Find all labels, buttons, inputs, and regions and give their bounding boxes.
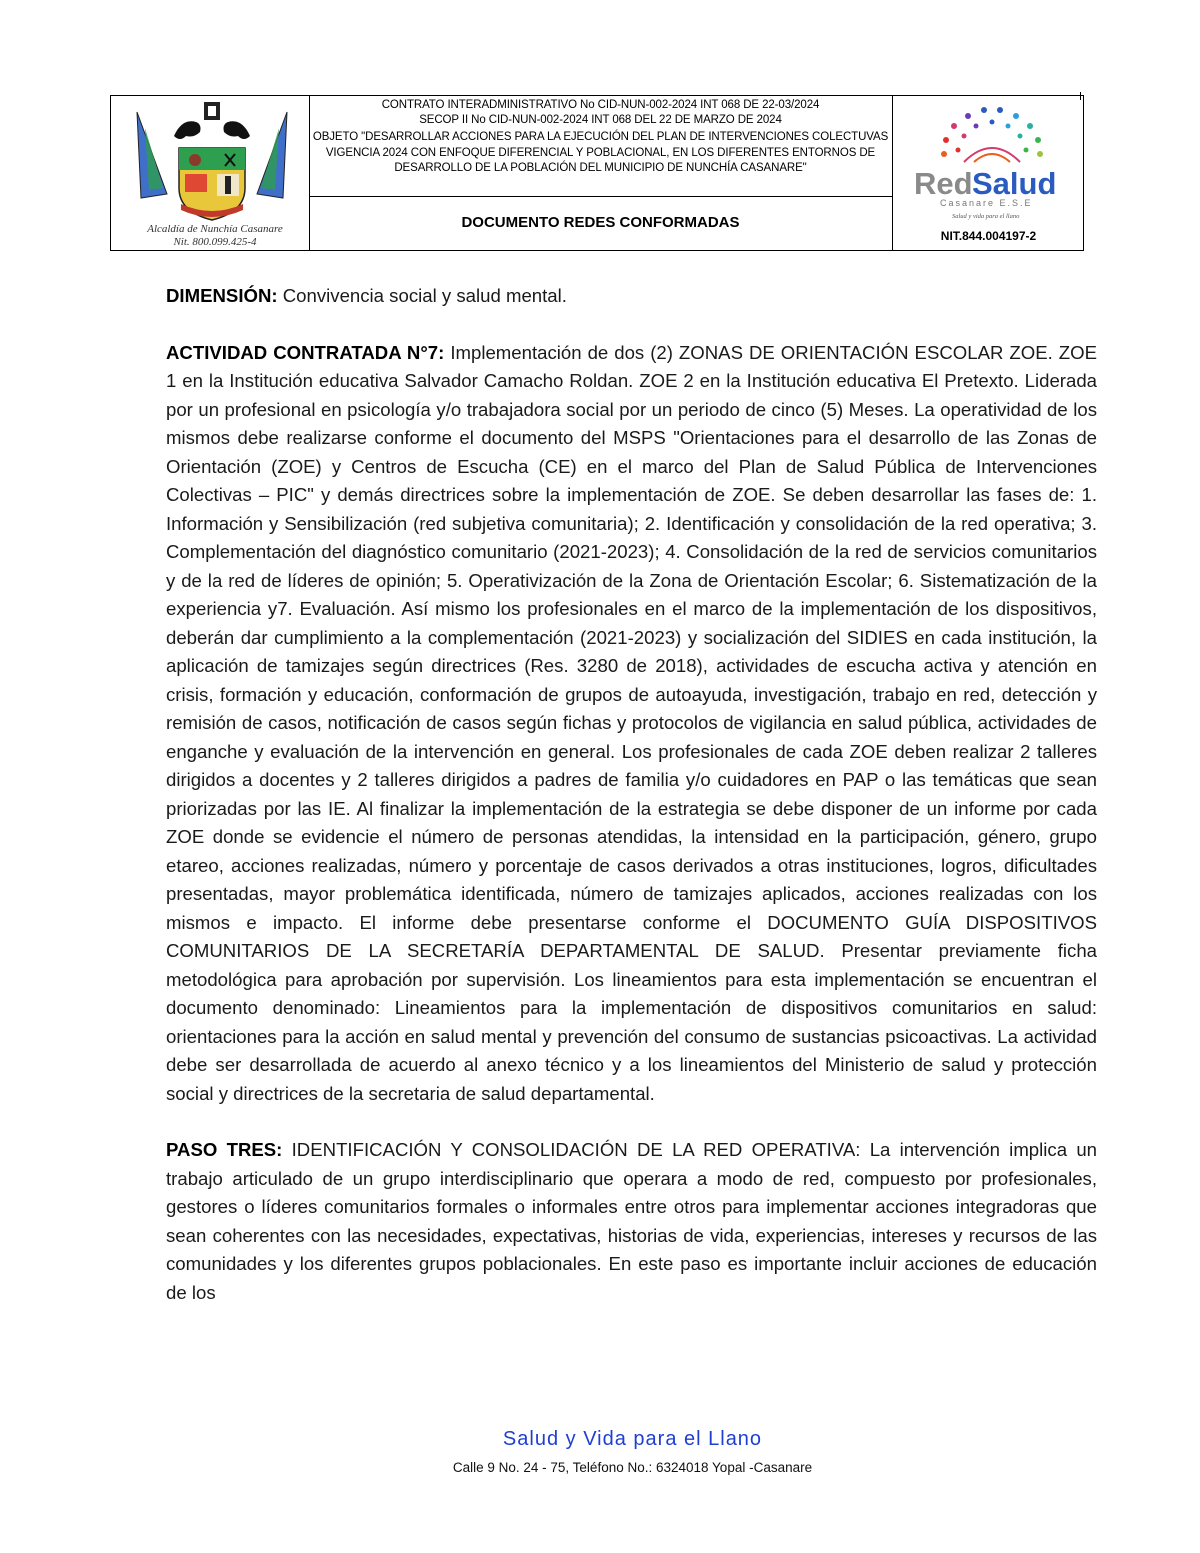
step-three-label: PASO TRES: bbox=[166, 1139, 283, 1160]
footer-slogan: Salud y Vida para el Llano bbox=[502, 1428, 763, 1450]
contract-objective: OBJETO "DESARROLLAR ACCIONES PARA LA EJECUCIÓN DEL PLAN DE INTERVENCIONES COLECTUVAS VIGENCIA 2024 CON ENFOQUE DIFERENCIAL Y POBLACIONAL, EN LOS DIFERENTES ENTORNOS DE DESARROLLO DE LA POBLACIÓN DEL MUNICIPIO DE NUNCHÍA CASANARE" bbox=[312, 131, 889, 174]
redsalud-logo bbox=[904, 102, 1084, 222]
header-corner-mark bbox=[1080, 92, 1082, 100]
logo-tagline: Salud y vida para el llano bbox=[952, 213, 1020, 220]
crest-nit: Nit. 800.099.425-4 bbox=[173, 236, 257, 248]
dimension-label: DIMENSIÓN: bbox=[166, 285, 278, 306]
contract-line: CONTRATO INTERADMINISTRATIVO No CID-NUN-002-2024 INT 068 DE 22-03/2024 bbox=[381, 99, 820, 111]
nit-number: NIT.844.004197-2 bbox=[940, 229, 1037, 243]
logo-subtitle: Casanare E.S.E bbox=[940, 198, 1033, 208]
sunburst-dots-icon bbox=[941, 107, 1043, 162]
document-body bbox=[166, 282, 1097, 1335]
dimension-paragraph bbox=[166, 282, 1097, 311]
header-divider bbox=[309, 96, 310, 250]
activity-paragraph bbox=[166, 339, 1097, 1109]
activity-label: ACTIVIDAD CONTRATADA N°7: bbox=[166, 341, 445, 363]
document-title: DOCUMENTO REDES CONFORMADAS bbox=[461, 214, 740, 231]
step-three-paragraph bbox=[166, 1136, 1097, 1307]
step-three-text: IDENTIFICACIÓN Y CONSOLIDACIÓN DE LA RED OPERATIVA: La intervención implica un trabajo articulado de un grupo interdisciplinario que operara a modo de red, compuesto por profesionales, gestores o líderes comunitarios formales o informales entre otros para implementar acciones integradoras que sean coherentes con las necesidades, expectativas, historias de vida, experiencias, intereses y recursos de las comunidades y los diferentes grupos poblacionales. En este paso es importante incluir acciones de educación de los bbox=[166, 1139, 1097, 1303]
activity-text: Implementación de dos (2) ZONAS DE ORIENTACIÓN ESCOLAR ZOE. ZOE 1 en la Institución educativa Salvador Camacho Roldan. ZOE 2 en la Institución educativa El Pretexto. Liderada por un profesional en psicología y/o trabajadora social por un periodo de cinco (5) Meses. La operatividad de los mismos debe realizarse conforme el documento del MSPS "Orientaciones para el desarrollo de las Zonas de Orientación (ZOE) y Centros de Escucha (CE) en el marco del Plan de Salud Pública de Intervenciones Colectivas – PIC" y demás directrices sobre la implementación de ZOE. Se deben desarrollar las fases de: 1. Información y Sensibilización (red subjetiva comunitaria); 2. Identificación y consolidación de la red operativa; 3. Complementación del diagnóstico comunitario (2021-2023); 4. Consolidación de la red de servicios comunitarios y de la red de líderes de opinión; 5. Operativización de la Zona de Orientación Escolar; 6. Sistematización de la experiencia y7. Evaluación. Así mismo los profesionales en el marco de la implementación de los dispositivos, deberán dar cumplimiento a la complementación (2021-2023) y socialización del SIDIES en cada institución, la aplicación de tamizajes según directrices (Res. 3280 de 2018), actividades de escucha activa y atención en crisis, formación y educación, conformación de grupos de autoayuda, investigación, trabajo en red, detección y remisión de casos, notificación de casos según fichas y protocolos de vigilancia en salud pública, actividades de enganche y evaluación de la intervención en general. Los profesionales de cada ZOE deben realizar 2 talleres dirigidos a docentes y 2 talleres dirigidos a padres de familia y/o cuidadores en PAP o las temáticas que sean priorizadas por las IE. Al finalizar la implementación de la estrategia se debe disponer de un informe por cada ZOE donde se evidencie el número de personas atendidas, la intensidad en la participación, género, grupo etareo, acciones realizadas, número y porcentaje de casos derivados a otras instituciones, logros, dificultades presentadas, mayor problemática identificada, número de tamizajes aplicados, acciones realizadas con los mismos e impacto. El informe debe presentarse conforme el DOCUMENTO GUÍA DISPOSITIVOS COMUNITARIOS DE LA SECRETARÍA DEPARTAMENTAL DE SALUD. Presentar previamente ficha metodológica para aprobación por supervisión. Los lineamientos para esta implementación se encuentran el documento denominado: Lineamientos para la implementación de dispositivos comunitarios en salud: orientaciones para la acción en salud mental y prevención del consumo de sustancias psicoactivas. La actividad debe ser desarrollada de acuerdo al anexo técnico y a los lineamientos del Ministerio de salud y protección social y directrices de la secretaria de salud departamental. bbox=[166, 341, 1097, 1104]
dimension-text: Convivencia social y salud mental. bbox=[277, 285, 567, 306]
header-divider bbox=[892, 96, 893, 250]
header-divider bbox=[309, 196, 892, 197]
footer-address: Calle 9 No. 24 - 75, Teléfono No.: 6324018 Yopal -Casanare bbox=[452, 1460, 813, 1475]
secop-line: SECOP II No CID-NUN-002-2024 INT 068 DEL 22 DE MARZO DE 2024 bbox=[419, 114, 782, 126]
document-header bbox=[110, 95, 1084, 251]
logo-salud: Salud bbox=[972, 166, 1057, 201]
logo-red: Red bbox=[914, 166, 973, 201]
crest-caption: Alcaldía de Nunchía Casanare bbox=[147, 223, 283, 235]
